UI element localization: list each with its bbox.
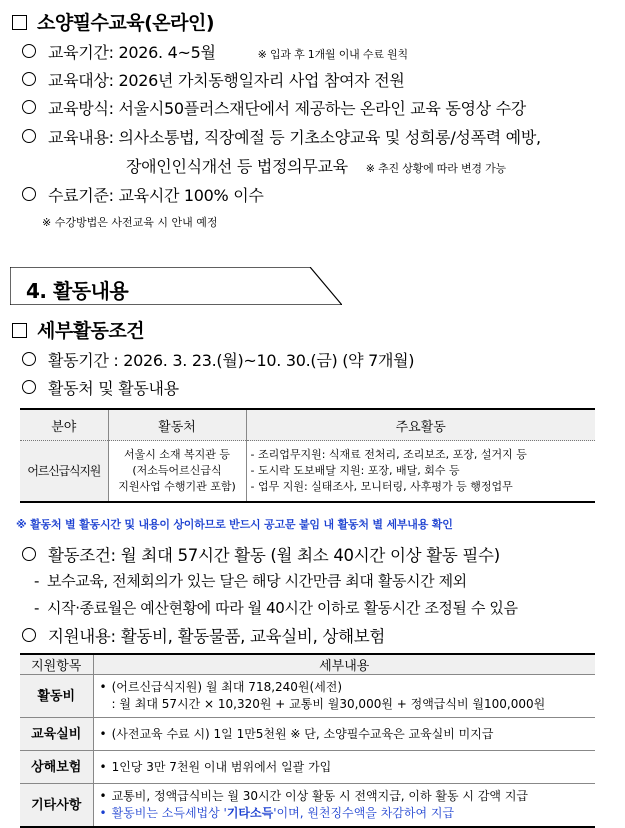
circle-bullet-icon [22, 380, 36, 394]
table-row [20, 751, 595, 784]
detail-cell [93, 751, 595, 784]
edu-criteria-note: ※ 수강방법은 사전교육 시 안내 예정 [42, 216, 218, 229]
square-bullet-icon [12, 323, 27, 338]
table-header: 분야 [20, 409, 108, 441]
detail-cell [93, 784, 595, 828]
place-line: 지원사업 수행기관 포함) [118, 480, 236, 493]
detail-cell [93, 675, 595, 718]
circle-bullet-icon [22, 44, 36, 58]
field-cell: 어르신급식지원 [20, 441, 108, 503]
edu-target: 교육대상: 2026년 가치동행일자리 사업 참여자 전원 [22, 68, 405, 91]
conditions-sub2: - 시작·종료월은 예산현황에 따라 월 40시간 이하로 활동시간 조정될 수 있음 [34, 599, 518, 617]
circle-bullet-icon [22, 187, 36, 201]
edu-heading: 소양필수교육(온라인) [12, 8, 214, 35]
detail-line: • 활동비는 소득세법상 '기타소득'이며, 원천징수액을 차감하여 지급 [99, 806, 455, 820]
important-note: ※ 활동처 별 활동시간 및 내용이 상이하므로 반드시 공고문 붙임 내 활동처 별 세부내용 확인 [16, 518, 453, 531]
edu-method: 교육방식: 서울시50플러스재단에서 제공하는 온라인 교육 동영상 수강 [22, 96, 526, 119]
edu-period-note: ※ 입과 후 1개월 이내 수료 원칙 [257, 48, 408, 61]
detail-line: : 월 최대 57시간 × 10,320원 + 교통비 월30,000원 + 정액급식비 월100,000원 [111, 697, 546, 711]
detail-cell [93, 718, 595, 751]
support-contents: 지원내용: 활동비, 활동물품, 교육실비, 상해보험 [22, 623, 385, 647]
table-header: 세부내용 [93, 654, 595, 675]
detail-line: • (사전교육 수료 시) 1일 1만5천원 ※ 단, 소양필수교육은 교육실비 미지급 [99, 726, 494, 741]
table-header-row [20, 654, 595, 675]
detail-heading: 세부활동조건 [12, 316, 144, 343]
edu-content: 교육내용: 의사소통법, 직장예절 등 기초소양교육 및 성희롱/성폭력 예방, [22, 125, 541, 148]
circle-bullet-icon [22, 547, 36, 561]
table-header-row [20, 409, 595, 441]
edu-criteria: 수료기준: 교육시간 100% 이수 [22, 183, 264, 206]
table-row [20, 441, 595, 503]
item-cell: 기타사항 [20, 784, 93, 828]
edu-content-cont: 장애인인식개선 등 법정의무교육 ※ 추진 상황에 따라 변경 가능 [126, 157, 506, 176]
table-row [20, 784, 595, 828]
detail-line: • 1인당 3만 7천원 이내 범위에서 일괄 가입 [99, 759, 332, 774]
place-line: 서울시 소재 복지관 등 [123, 448, 231, 461]
detail-line: • (어르신급식지원) 월 최대 718,240원(세전) [99, 680, 343, 694]
table-header: 지원항목 [20, 654, 93, 675]
edu-content-note: ※ 추진 상황에 따라 변경 가능 [365, 162, 506, 175]
item-cell: 활동비 [20, 675, 93, 718]
detail-period: 활동기간 : 2026. 3. 23.(월)~10. 30.(금) (약 7개월) [22, 348, 414, 371]
place-cell [108, 441, 246, 503]
activity-line: - 도시락 도보배달 지원: 포장, 배달, 회수 등 [250, 464, 460, 477]
activity-line: - 조리업무지원: 식재료 전처리, 조리보조, 포장, 설거지 등 [250, 448, 527, 461]
section-title: 4. 활동내용 [26, 279, 129, 303]
square-bullet-icon [12, 15, 27, 30]
detail-place: 활동처 및 활동내용 [22, 376, 179, 399]
detail-line: • 교통비, 정액급식비는 월 30시간 이상 활동 시 전액지급, 이하 활동 시 감액 지급 [99, 789, 529, 803]
table-header: 주요활동 [246, 409, 595, 441]
item-cell: 교육실비 [20, 718, 93, 751]
circle-bullet-icon [22, 72, 36, 86]
conditions-main: 활동조건: 월 최대 57시간 활동 (월 최소 40시간 이상 활동 필수) [22, 542, 500, 566]
circle-bullet-icon [22, 352, 36, 366]
circle-bullet-icon [22, 100, 36, 114]
table-row [20, 718, 595, 751]
circle-bullet-icon [22, 129, 36, 143]
edu-period: 교육기간: 2026. 4~5월 ※ 입과 후 1개월 이내 수료 원칙 [22, 40, 408, 63]
support-table [20, 653, 595, 828]
table-header: 활동처 [108, 409, 246, 441]
conditions-sub1: - 보수교육, 전체회의가 있는 달은 해당 시간만큼 최대 활동시간 제외 [34, 572, 467, 590]
activity-table [20, 408, 595, 503]
item-cell: 상해보험 [20, 751, 93, 784]
table-row [20, 675, 595, 718]
circle-bullet-icon [22, 628, 36, 642]
activity-line: - 업무 지원: 실태조사, 모니터링, 사후평가 등 행정업무 [250, 480, 513, 493]
place-line: (저소득어르신급식 [132, 464, 222, 477]
activities-cell [246, 441, 595, 503]
